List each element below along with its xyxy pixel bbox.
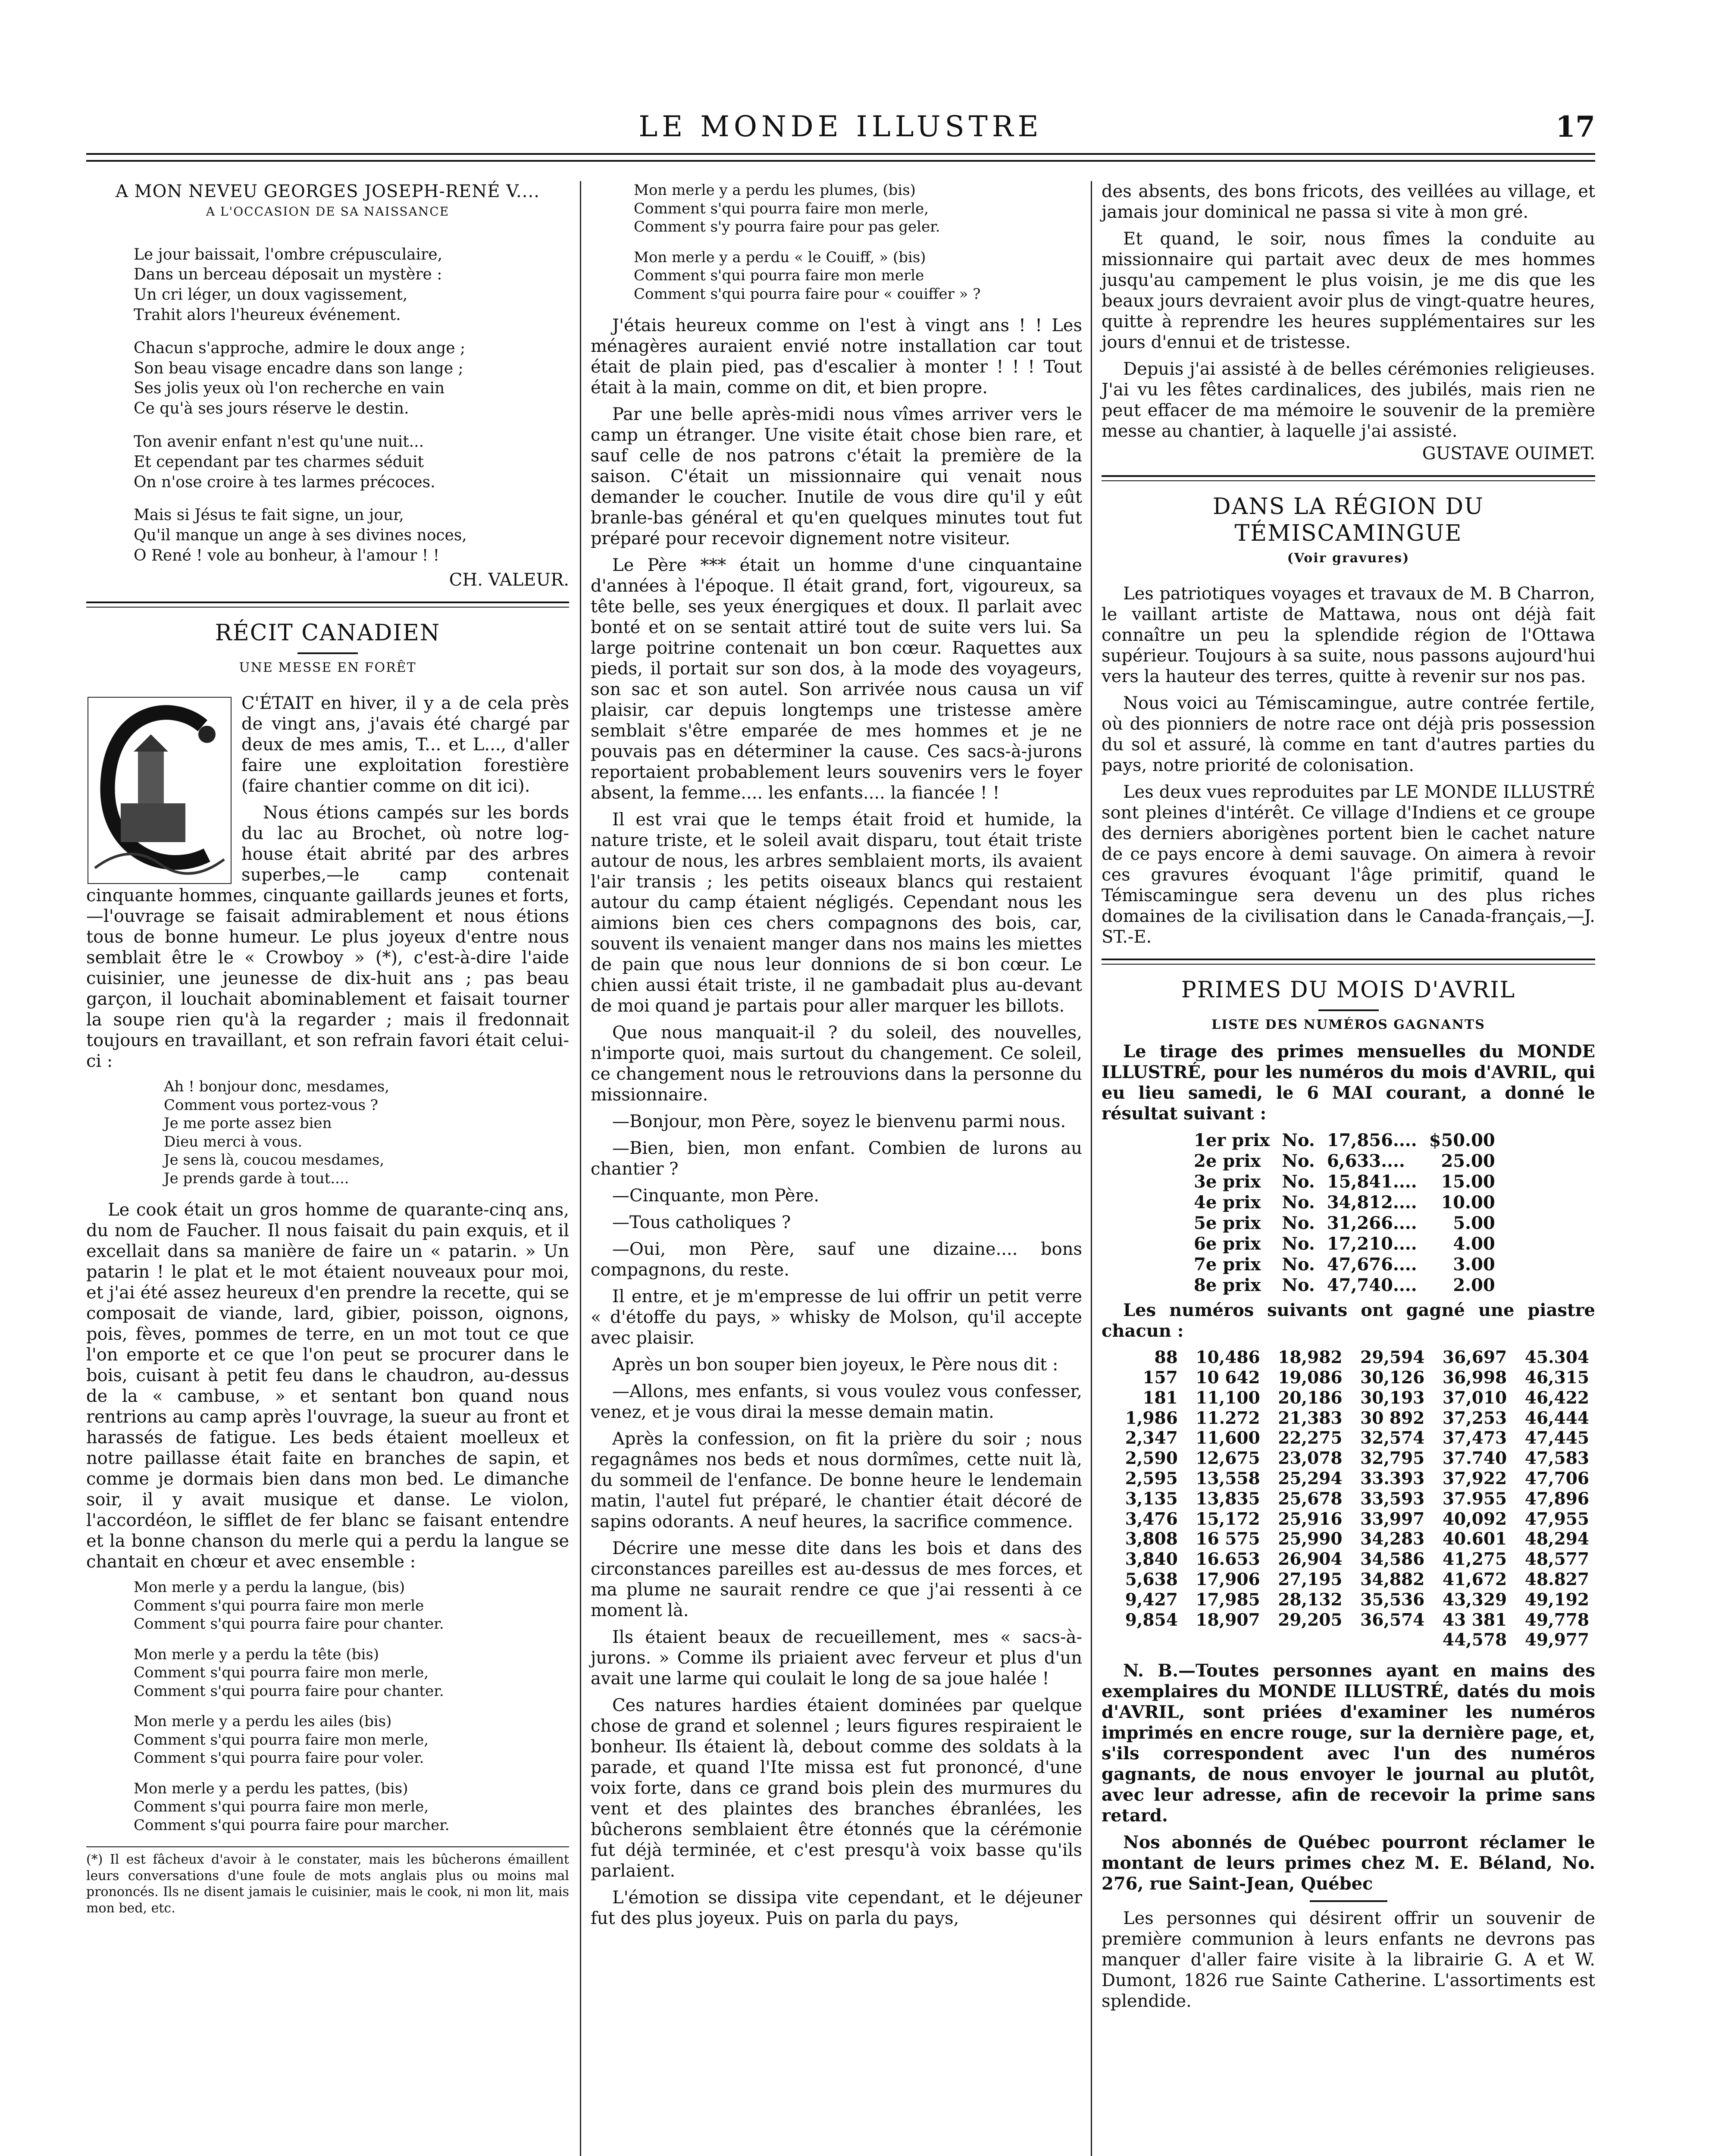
poem-line: Qu'il manque un ange à ses divines noces, xyxy=(134,526,467,545)
winning-number: 45.304 xyxy=(1524,1348,1589,1368)
prize-rank: 7e prix xyxy=(1194,1254,1261,1275)
story-paragraph: J'étais heureux comme on l'est à vingt ans ! ! Les ménagères auraient envié notre installation car tout était de plain pied, pas d'escalier à monter ! ! ! Tout était à la main, comme on dit, et bien propre. xyxy=(591,316,1082,398)
winning-number: 3,840 xyxy=(1125,1549,1178,1570)
winning-number: 49,192 xyxy=(1524,1589,1589,1610)
winning-number: 26,904 xyxy=(1278,1549,1343,1570)
prize-num: 17,856.... xyxy=(1327,1130,1417,1151)
story-signature: GUSTAVE OUIMET. xyxy=(1422,444,1595,464)
prize-no: No. xyxy=(1282,1151,1315,1172)
column-divider xyxy=(580,181,581,2156)
winning-number: 36,574 xyxy=(1360,1610,1425,1630)
refrain-line: Je prends garde à tout.... xyxy=(164,1169,349,1187)
poem-line: Chacun s'approche, admire le doux ange ; xyxy=(134,339,466,357)
prize-num: 31,266.... xyxy=(1327,1213,1417,1234)
piastre-intro: Les numéros suivants ont gagné une piastre chacun : xyxy=(1102,1300,1595,1341)
prize-row xyxy=(1188,1254,1501,1275)
prize-rank: 1er prix xyxy=(1194,1130,1270,1151)
song-line: Mon merle y a perdu les plumes, (bis) xyxy=(634,182,916,199)
winning-number: 47,583 xyxy=(1524,1448,1589,1469)
winning-number: 20,186 xyxy=(1278,1388,1343,1408)
song-line: Mon merle y a perdu les pattes, (bis) xyxy=(134,1780,408,1797)
winning-number xyxy=(1266,1630,1349,1650)
article-paragraph: Les patriotiques voyages et travaux de M. B Charron, le vaillant artiste de Mattawa, nous ont déjà fait connaître un peu la splendide région de l'Ottawa supérieur. Toujours à sa suite, nous passons aujourd'hui vers la hauteur des terres, quitte à revenir sur nos pas. xyxy=(1102,583,1595,686)
poem-line: Trahit alors l'heureux événement. xyxy=(134,306,401,324)
temiscamingue-title: DANS LA RÉGION DU TÉMISCAMINGUE xyxy=(1213,494,1484,547)
song-line: Comment s'qui pourra faire pour chanter. xyxy=(134,1682,444,1700)
poem-stanza xyxy=(86,338,569,419)
winning-number: 10 642 xyxy=(1196,1367,1260,1388)
winning-number: 25,678 xyxy=(1278,1489,1343,1509)
winning-number: 17,906 xyxy=(1196,1569,1260,1589)
winning-number: 3,808 xyxy=(1125,1529,1178,1549)
winning-number: 34,283 xyxy=(1360,1529,1425,1549)
primes-intro: Le tirage des primes mensuelles du MONDE ILLUSTRÉ, pour les numéros du mois d'AVRIL, qui eu lieu samedi, le 6 MAI courant, a donné le résultat suivant : xyxy=(1102,1041,1595,1124)
winning-number: 48.827 xyxy=(1524,1569,1589,1589)
winning-number: 47,955 xyxy=(1524,1509,1589,1529)
story-paragraph: Et quand, le soir, nous fîmes la conduite au missionnaire qui partait avec deux de mes hommes jusqu'au campement le plus voisin, je me dis que les beaux jours devraient avoir plus de vingt-quatre heures, quitte à reprendre les heures supplémentaires sur les jours d'ennui et de tristesse. xyxy=(1102,229,1595,352)
song-line: Comment s'qui pourra faire pour chanter. xyxy=(134,1615,444,1633)
winning-number: 40,092 xyxy=(1442,1509,1507,1529)
story-paragraph: Il entre, et je m'empresse de lui offrir un petit verre « d'étoffe du pays, » whisky de Molson, qu'il accepte avec plaisir. xyxy=(591,1287,1082,1348)
winning-number: 33,593 xyxy=(1360,1489,1425,1509)
winning-number: 49,778 xyxy=(1524,1610,1589,1630)
prize-amt: 15.00 xyxy=(1441,1172,1495,1192)
prize-amt: 10.00 xyxy=(1441,1192,1495,1213)
prize-amt: 2.00 xyxy=(1453,1275,1495,1296)
prize-rank: 5e prix xyxy=(1194,1213,1261,1234)
prize-num: 47,676.... xyxy=(1327,1254,1417,1275)
winning-number: 47,445 xyxy=(1524,1428,1589,1448)
winning-number: 33,997 xyxy=(1360,1509,1425,1529)
winning-number: 29,594 xyxy=(1360,1348,1425,1368)
winning-number: 18,907 xyxy=(1196,1610,1260,1630)
winning-number: 3,476 xyxy=(1125,1509,1178,1529)
song-line: Comment s'y pourra faire pour pas geler. xyxy=(634,218,940,235)
song-line: Mon merle y a perdu la tête (bis) xyxy=(134,1645,379,1663)
winning-number: 11,600 xyxy=(1196,1428,1260,1448)
winning-number: 46,315 xyxy=(1524,1367,1589,1388)
story-paragraph: Que nous manquait-il ? du soleil, des nouvelles, n'importe quoi, mais surtout du changement. Ce soleil, ce changement nous le retrouvions dans la personne du missionnaire. xyxy=(591,1023,1082,1105)
winning-number: 21,383 xyxy=(1278,1408,1343,1428)
winning-number: 30,193 xyxy=(1360,1388,1425,1408)
winning-number: 16.653 xyxy=(1196,1549,1260,1570)
refrain-line: Comment vous portez-vous ? xyxy=(164,1096,379,1114)
song-line: Mon merle y a perdu « le Couiff, » (bis) xyxy=(634,248,926,266)
winning-number: 43,329 xyxy=(1442,1589,1507,1610)
poem-line: Son beau visage encadre dans son lange ; xyxy=(134,359,463,377)
winning-number xyxy=(1348,1630,1430,1650)
story-subtitle: UNE MESSE EN FORÊT xyxy=(239,660,416,676)
winning-number: 48,294 xyxy=(1524,1529,1589,1549)
dialogue-line: —Oui, mon Père, sauf une dizaine.... bons compagnons, du reste. xyxy=(591,1239,1082,1280)
header-rule xyxy=(86,153,1595,162)
winning-number: 35,536 xyxy=(1360,1589,1425,1610)
prize-row xyxy=(1188,1234,1501,1254)
winning-number: 36,697 xyxy=(1442,1348,1507,1368)
prize-num: 34,812.... xyxy=(1327,1192,1417,1213)
poem-stanza xyxy=(86,432,569,492)
page-header xyxy=(86,110,1595,149)
dialogue-line: —Bien, bien, mon enfant. Combien de lurons au chantier ? xyxy=(591,1138,1082,1179)
poem-line: Ses jolis yeux où l'on recherche en vain xyxy=(134,379,445,398)
winning-number: 34,586 xyxy=(1360,1549,1425,1570)
footnote: (*) Il est fâcheux d'avoir à le constater, mais les bûcherons émaillent leurs conversations d'une foule de mots anglais plus ou moins mal prononcés. Ils ne disent jamais le cuisinier, mais le cook, ni mon lit, mais mon bed, etc. xyxy=(86,1846,569,1916)
song-verse xyxy=(591,181,1082,236)
song-verse xyxy=(86,1578,569,1633)
song-line: Comment s'qui pourra faire pour « couiffer » ? xyxy=(634,285,981,303)
winning-number: 37,922 xyxy=(1442,1468,1507,1489)
prize-row xyxy=(1188,1192,1501,1213)
title-rule xyxy=(297,652,358,654)
winning-number: 25,990 xyxy=(1278,1529,1343,1549)
winning-number: 41,275 xyxy=(1442,1549,1507,1570)
poem-line: O René ! vole au bonheur, à l'amour ! ! xyxy=(134,546,440,564)
prize-row xyxy=(1188,1172,1501,1192)
song-verse xyxy=(86,1645,569,1701)
refrain-line: Je sens là, coucou mesdames, xyxy=(164,1151,385,1169)
story-paragraph: L'émotion se dissipa vite cependant, et le déjeuner fut des plus joyeux. Puis on parla du pays, xyxy=(591,1888,1082,1928)
song-line: Comment s'qui pourra faire mon merle, xyxy=(134,1664,429,1682)
winning-number: 157 xyxy=(1142,1367,1178,1388)
poem-title: A MON NEVEU GEORGES JOSEPH-RENÉ V.... xyxy=(116,182,540,201)
story-paragraph: Ces natures hardies étaient dominées par quelque chose de grand et solennel ; leurs figures respiraient le bonheur. Ils étaient là, debout comme des soldats à la parade, et quand l'Ite missa est fut prononcé, d'une voix forte, dans ce grand bois plein des murmures du vent et des plaintes des branches ébranlées, les bûcherons semblaient être étonnés que la cérémonie fut déjà terminée, et c'est presqu'à voix basse qu'ils parlaient. xyxy=(591,1695,1082,1881)
winning-number: 5,638 xyxy=(1125,1569,1178,1589)
poem-line: Dans un berceau déposait un mystère : xyxy=(134,266,442,284)
winning-number: 22,275 xyxy=(1278,1428,1343,1448)
temiscamingue-subtitle: (Voir gravures) xyxy=(1287,550,1410,566)
winning-number: 46,422 xyxy=(1524,1388,1589,1408)
section-rule xyxy=(1310,1900,1387,1902)
song-line: Comment s'qui pourra faire mon merle xyxy=(634,267,924,284)
poem-line: Et cependant par tes charmes séduit xyxy=(134,453,424,471)
winning-number: 17,985 xyxy=(1196,1589,1260,1610)
winning-number: 32,574 xyxy=(1360,1428,1425,1448)
prize-rank: 4e prix xyxy=(1194,1192,1261,1213)
prize-num: 17,210.... xyxy=(1327,1234,1417,1254)
column-2 xyxy=(591,181,1082,1935)
winning-number: 41,672 xyxy=(1442,1569,1507,1589)
poem-line: Un cri léger, un doux vagissement, xyxy=(134,286,408,304)
prize-no: No. xyxy=(1282,1275,1315,1296)
winning-number: 16 575 xyxy=(1196,1529,1260,1549)
story-paragraph: Décrire une messe dite dans les bois et dans des circonstances pareilles est au-dessus de mes forces, et ma plume ne saurait rendre ce que j'ai ressenti à ce moment là. xyxy=(591,1539,1082,1620)
story-paragraph: Le Père *** était un homme d'une cinquantaine d'années à l'époque. Il était grand, fort, vigoureux, sa tête belle, ses yeux énergiques et doux. Il parlait avec bonté et on se sentait attiré tout de suite vers lui. Sa large poitrine contenait un bon cœur. Raquettes aux pieds, il portait sur son dos, à la mode des voyageurs, son sac et son autel. Son arrivée nous causa un vif plaisir, car depuis longtemps une tristesse amère semblait s'être emparée de mes hommes et je ne pouvais pas en déterminer la cause. Ces sacs-à-jurons reportaient probablement leurs souvenirs vers le foyer absent, la femme.... les enfants.... la fiancée ! ! xyxy=(591,555,1082,803)
winning-number: 29,205 xyxy=(1278,1610,1343,1630)
story-paragraph: Après un bon souper bien joyeux, le Père nous dit : xyxy=(612,1355,1058,1375)
song-line: Comment s'qui pourra faire mon merle xyxy=(134,1597,424,1614)
winning-number: 1,986 xyxy=(1125,1408,1178,1428)
prize-no: No. xyxy=(1282,1213,1315,1234)
story-paragraph: Depuis j'ai assisté à de belles cérémonies religieuses. J'ai vu les fêtes cardinalices, des jubilés, mais rien ne peut effacer de ma mémoire le souvenir de la première messe au chantier, à laquelle j'ai assisté. xyxy=(1102,359,1595,441)
prize-amt: 25.00 xyxy=(1441,1151,1495,1172)
winning-number: 11.272 xyxy=(1196,1408,1260,1428)
winning-number: 11,100 xyxy=(1196,1388,1260,1408)
winning-number: 43 381 xyxy=(1442,1610,1507,1630)
refrain-line: Dieu merci à vous. xyxy=(164,1133,303,1150)
title-rule xyxy=(1318,1009,1379,1011)
dialogue-line: —Bonjour, mon Père, soyez le bienvenu parmi nous. xyxy=(612,1112,1066,1131)
story-paragraph: Le cook était un gros homme de quarante-cinq ans, du nom de Faucher. Il nous faisait du pain exquis, et il excellait dans sa manière de faire un « patarin. » Un patarin ! le plat et le mot étaient nouveaux pour moi, et j'ai été assez heureux d'en prendre la recette, qui se composait de viande, lard, gibier, poisson, oignons, pois, fèves, pommes de terre, en un mot tout ce que l'on emporte et ce que l'on peut se procurer dans le bois, cuisant à petit feu dans le chaudron, au-dessus de la « cambuse, » et sentant bon quand nous rentrions au camp après l'ouvrage, la sueur au front et harassés de fatigue. Les beds étaient moelleux et notre paillasse était faite en branches de sapin, et comme je dormais bien dans mon bed. Le dimanche soir, il y avait musique et danse. Le violon, l'accordéon, le sifflet de fer blanc se faisant entendre et la bonne chanson du merle qui a perdu la langue se chantait en chœur et avec ensemble : xyxy=(86,1200,569,1572)
article-paragraph: Les deux vues reproduites par LE MONDE ILLUSTRÉ sont pleines d'intérêt. Ce village d'Indiens et ce groupe des derniers aborigènes portent bien le cachet nature de ce pays encore à demi sauvage. On aimera à revoir ces gravures évoquant l'âge primitif, quand le Témiscamingue sera devenu un des plus riches domaines de la civilisation dans le Canada-français,—J. ST.-E. xyxy=(1102,782,1595,947)
prize-rank: 3e prix xyxy=(1194,1172,1261,1192)
section-rule xyxy=(1102,959,1595,965)
prizes-table xyxy=(1188,1130,1501,1296)
winning-number: 44,578 xyxy=(1442,1630,1507,1650)
winning-number: 25,916 xyxy=(1278,1509,1343,1529)
column-divider xyxy=(1091,181,1092,2156)
winning-number: 28,132 xyxy=(1278,1589,1343,1610)
winning-number: 49,977 xyxy=(1524,1630,1589,1650)
prize-rank: 8e prix xyxy=(1194,1275,1261,1296)
winning-number: 13,835 xyxy=(1196,1489,1260,1509)
winning-number: 18,982 xyxy=(1278,1348,1343,1368)
winning-number: 15,172 xyxy=(1196,1509,1260,1529)
winning-number: 9,427 xyxy=(1125,1589,1178,1610)
prize-amt: $50.00 xyxy=(1429,1130,1495,1151)
story-paragraph: Nous étions campés sur les bords du lac au Brochet, où notre log-house était abrité par des arbres superbes,—le camp contenait cinquante hommes, cinquante gaillards jeunes et forts,—l'ouvrage se faisait admirablement et nous étions tous de bonne humeur. Le plus joyeux d'entre nous semblait être le « Crowboy » (*), c'est-à-dire l'aide cuisinier, une jeunesse de dix-huit ans ; pas beau garçon, il louchait abominablement et faisait tourner la soupe rien qu'à la regarder ; mais il fredonnait toujours en travaillant, et son refrain favori était celui-ci : xyxy=(86,803,569,1072)
winning-number: 3,135 xyxy=(1125,1489,1178,1509)
song-verse xyxy=(591,248,1082,304)
dialogue-line: —Cinquante, mon Père. xyxy=(612,1186,820,1206)
prize-rank: 2e prix xyxy=(1194,1151,1261,1172)
song-line: Mon merle y a perdu la langue, (bis) xyxy=(134,1579,405,1596)
poem-stanza xyxy=(86,505,569,566)
prize-row xyxy=(1188,1151,1501,1172)
column-3 xyxy=(1102,181,1595,2018)
dialogue-line: —Tous catholiques ? xyxy=(612,1213,791,1232)
winning-number: 9,854 xyxy=(1125,1610,1178,1630)
song-line: Comment s'qui pourra faire mon merle, xyxy=(634,200,929,217)
winning-number: 2,590 xyxy=(1125,1448,1178,1469)
poem-signature: CH. VALEUR. xyxy=(449,570,569,590)
winning-numbers-grid xyxy=(1102,1348,1595,1650)
refrain-line: Ah ! bonjour donc, mesdames, xyxy=(164,1078,390,1096)
refrain xyxy=(86,1078,569,1188)
winning-number: 36,998 xyxy=(1442,1367,1507,1388)
story-paragraph: Il est vrai que le temps était froid et humide, la nature triste, et le soleil avait disparu, tout était triste autour de nous, les arbres semblaient morts, ils avaient l'air transis ; les petits oiseaux blancs qui restaient autour du camp étaient négligés. Cependant nous les aimions bien ces chers compagnons des bois, car, souvent ils venaient manger dans nos mains les miettes de pain que nous leur donnions de si bon cœur. Le chien aussi était triste, il ne gambadait plus au-devant de moi quand je partais pour aller marquer les billots. xyxy=(591,810,1082,1016)
story-paragraph: Par une belle après-midi nous vîmes arriver vers le camp un étranger. Une visite était chose bien rare, et sauf celle de nos patrons c'était la première de la saison. C'était un missionnaire qui venait nous demander le coucher. Inutile de vous dire qu'il y eût branle-bas général et qu'en quelques minutes tout fut préparé pour recevoir dignement notre visiteur. xyxy=(591,404,1082,548)
poem-line: Le jour baissait, l'ombre crépusculaire, xyxy=(134,245,443,263)
winning-number: 25,294 xyxy=(1278,1468,1343,1489)
poem-line: On n'ose croire à tes larmes précoces. xyxy=(134,473,435,491)
winning-number: 88 xyxy=(1154,1348,1178,1368)
winning-number: 40.601 xyxy=(1442,1529,1507,1549)
winning-number xyxy=(1102,1630,1184,1650)
prize-num: 47,740.... xyxy=(1327,1275,1417,1296)
winning-number: 47,706 xyxy=(1524,1468,1589,1489)
story-paragraph: C'ÉTAIT en hiver, il y a de cela près de vingt ans, j'avais été chargé par deux de mes amis, T... et L..., d'aller faire une exploitation forestière (faire chantier comme on dit ici). xyxy=(241,693,569,796)
dialogue-line: —Allons, mes enfants, si vous voulez vous confesser, venez, et je vous dirai la messe demain matin. xyxy=(591,1382,1082,1422)
prize-amt: 3.00 xyxy=(1453,1254,1495,1275)
winning-number: 19,086 xyxy=(1278,1367,1343,1388)
story-paragraph: Après la confession, on fit la prière du soir ; nous regagnâmes nos beds et nous dormîmes, cette nuit là, du sommeil de l'enfance. De bonne heure le lendemain matin, l'autel fut préparé, le chantier était décoré de sapins odorants. A neuf heures, la sacrifice commence. xyxy=(591,1429,1082,1532)
story-title: RÉCIT CANADIEN xyxy=(215,620,441,646)
section-rule xyxy=(1102,475,1595,481)
song-line: Mon merle y a perdu les ailes (bis) xyxy=(134,1713,392,1730)
winning-number: 37,010 xyxy=(1442,1388,1507,1408)
prize-rank: 6e prix xyxy=(1194,1234,1261,1254)
poem-subtitle: A L'OCCASION DE SA NAISSANCE xyxy=(206,204,450,219)
song-line: Comment s'qui pourra faire pour voler. xyxy=(134,1749,424,1767)
winning-number: 13,558 xyxy=(1196,1468,1260,1489)
winning-number: 27,195 xyxy=(1278,1569,1343,1589)
winning-number: 10,486 xyxy=(1196,1348,1260,1368)
ornamental-dropcap-c xyxy=(86,696,233,885)
prize-no: No. xyxy=(1282,1172,1315,1192)
quebec-notice: Nos abonnés de Québec pourront réclamer le montant de leurs primes chez M. E. Béland, No. 276, rue Saint-Jean, Québec xyxy=(1102,1832,1595,1894)
song-verse xyxy=(86,1780,569,1835)
winning-number: 47,896 xyxy=(1524,1489,1589,1509)
masthead-title: LE MONDE ILLUSTRE xyxy=(639,110,1043,143)
winning-number: 23,078 xyxy=(1278,1448,1343,1469)
winning-number: 30 892 xyxy=(1360,1408,1425,1428)
prize-num: 15,841.... xyxy=(1327,1172,1417,1192)
refrain-line: Je me porte assez bien xyxy=(164,1115,332,1132)
song-line: Comment s'qui pourra faire mon merle, xyxy=(134,1731,429,1749)
winning-number: 2,347 xyxy=(1125,1428,1178,1448)
prize-row xyxy=(1188,1275,1501,1296)
poem-line: Ce qu'à ses jours réserve le destin. xyxy=(134,400,409,418)
winning-number: 48,577 xyxy=(1524,1549,1589,1570)
prize-amt: 4.00 xyxy=(1453,1234,1495,1254)
winning-number: 37,253 xyxy=(1442,1408,1507,1428)
primes-subtitle: LISTE DES NUMÉROS GAGNANTS xyxy=(1211,1017,1485,1033)
column-1 xyxy=(86,181,569,1916)
song-verse xyxy=(86,1712,569,1767)
section-rule xyxy=(86,602,569,608)
page-number: 17 xyxy=(1556,110,1595,144)
poem-line: Mais si Jésus te fait signe, un jour, xyxy=(134,506,404,524)
prize-no: No. xyxy=(1282,1234,1315,1254)
winning-number: 32,795 xyxy=(1360,1448,1425,1469)
winning-number: 37,473 xyxy=(1442,1428,1507,1448)
prize-no: No. xyxy=(1282,1192,1315,1213)
song-line: Comment s'qui pourra faire pour marcher. xyxy=(134,1816,450,1834)
prize-row xyxy=(1188,1213,1501,1234)
notice-paragraph: N. B.—Toutes personnes ayant en mains des exemplaires du MONDE ILLUSTRÉ, datés du mois d'AVRIL, sont priées d'examiner les numéros imprimés en encre rouge, sur la dernière page, et, s'ils correspondent avec l'un des numéros gagnants, de nous envoyer le journal au plutôt, avec leur adresse, afin de recevoir la prime sans retard. xyxy=(1102,1661,1595,1826)
winning-number: 33.393 xyxy=(1360,1468,1425,1489)
story-paragraph: des absents, des bons fricots, des veillées au village, et jamais jour dominical ne passa si vite à mon gré. xyxy=(1102,182,1595,222)
prize-no: No. xyxy=(1282,1130,1315,1151)
prize-no: No. xyxy=(1282,1254,1315,1275)
article-paragraph: Nous voici au Témiscamingue, autre contrée fertile, où des pionniers de notre race ont déjà pris possession du sol et assuré, là comme en tant d'autres parties du pays, notre priorité de colonisation. xyxy=(1102,693,1595,775)
winning-number: 12,675 xyxy=(1196,1448,1260,1469)
poem-line: Ton avenir enfant n'est qu'une nuit... xyxy=(134,432,424,451)
story-paragraph: Ils étaient beaux de recueillement, mes « sacs-à-jurons. » Comme ils priaient avec ferveur et plus d'un avait une larme qui coulait le long de sa joue halée ! xyxy=(591,1627,1082,1689)
advertisement-paragraph: Les personnes qui désirent offrir un souvenir de première communion à leurs enfants ne devrons pas manquer d'aller faire visite à la librairie G. A et W. Dumont, 1826 rue Sainte Catherine. L'assortiments est splendide. xyxy=(1102,1908,1595,2012)
winning-number: 181 xyxy=(1142,1388,1178,1408)
poem-stanza xyxy=(86,245,569,326)
prize-row xyxy=(1188,1130,1501,1151)
winning-number: 2,595 xyxy=(1125,1468,1178,1489)
winning-number xyxy=(1184,1630,1266,1650)
winning-number: 46,444 xyxy=(1524,1408,1589,1428)
winning-number: 34,882 xyxy=(1360,1569,1425,1589)
primes-title: PRIMES DU MOIS D'AVRIL xyxy=(1181,977,1516,1003)
winning-number: 37.740 xyxy=(1442,1448,1507,1469)
winning-number: 30,126 xyxy=(1360,1367,1425,1388)
winning-number: 37.955 xyxy=(1442,1489,1507,1509)
prize-amt: 5.00 xyxy=(1453,1213,1495,1234)
song-line: Comment s'qui pourra faire mon merle, xyxy=(134,1798,429,1816)
prize-num: 6,633.... xyxy=(1327,1151,1405,1172)
